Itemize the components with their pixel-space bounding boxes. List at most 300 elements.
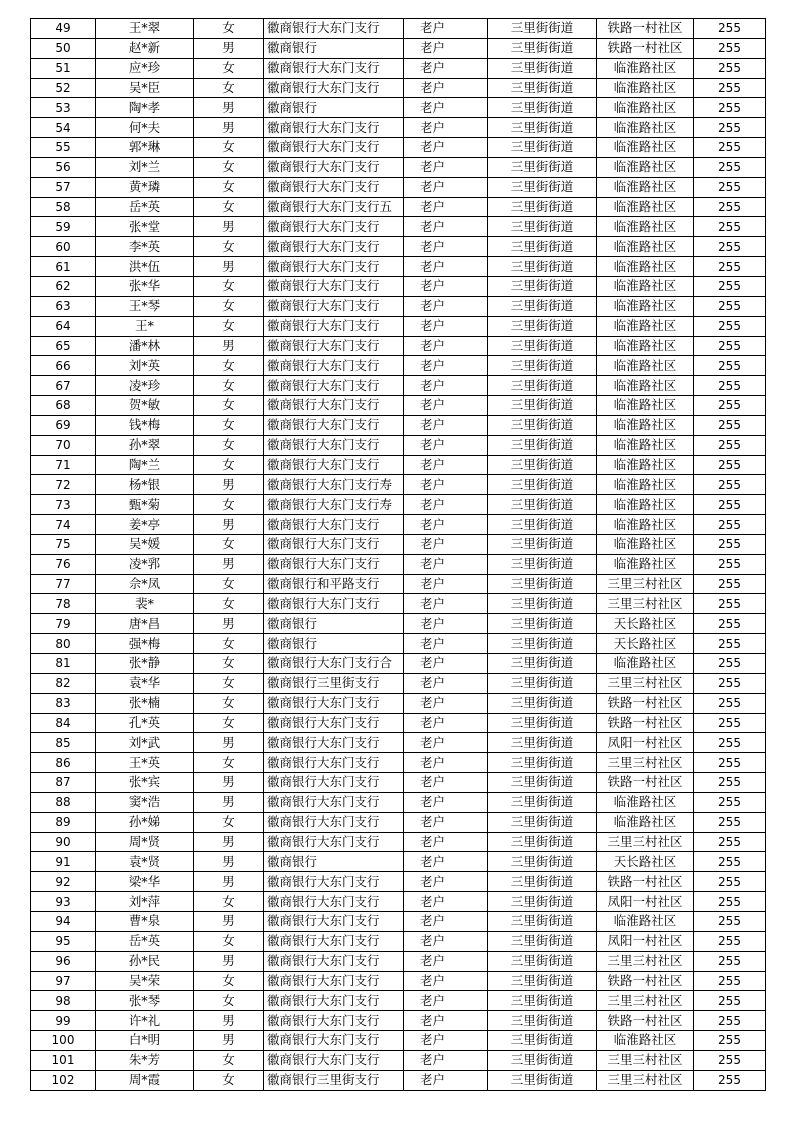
amount-cell: 255	[694, 971, 766, 991]
name-cell: 孔*英	[96, 713, 194, 733]
subdistrict-cell: 三里街街道	[488, 852, 597, 872]
name-cell: 张*华	[96, 276, 194, 296]
row-number-cell: 73	[31, 495, 96, 515]
amount-cell: 255	[694, 1031, 766, 1051]
community-cell: 临淮路社区	[597, 78, 694, 98]
bank-cell: 徽商银行大东门支行	[264, 415, 404, 435]
subdistrict-cell: 三里街街道	[488, 574, 597, 594]
amount-cell: 255	[694, 931, 766, 951]
name-cell: 吴*臣	[96, 78, 194, 98]
household-type-cell: 老户	[404, 138, 488, 158]
amount-cell: 255	[694, 435, 766, 455]
row-number-cell: 93	[31, 892, 96, 912]
bank-cell: 徽商银行大东门支行	[264, 812, 404, 832]
amount-cell: 255	[694, 991, 766, 1011]
table-row	[31, 19, 766, 39]
amount-cell: 255	[694, 157, 766, 177]
name-cell: 张*琴	[96, 991, 194, 1011]
amount-cell: 255	[694, 554, 766, 574]
name-cell: 白*明	[96, 1031, 194, 1051]
household-type-cell: 老户	[404, 495, 488, 515]
table-row	[31, 673, 766, 693]
name-cell: 许*礼	[96, 1011, 194, 1031]
bank-cell: 徽商银行大东门支行	[264, 773, 404, 793]
table-row	[31, 1070, 766, 1090]
community-cell: 临淮路社区	[597, 515, 694, 535]
name-cell: 赵*新	[96, 38, 194, 58]
community-cell: 三里三村社区	[597, 1050, 694, 1070]
name-cell: 李*英	[96, 237, 194, 257]
subdistrict-cell: 三里街街道	[488, 19, 597, 39]
table-row	[31, 495, 766, 515]
name-cell: 岳*英	[96, 931, 194, 951]
household-type-cell: 老户	[404, 197, 488, 217]
name-cell: 王*翠	[96, 19, 194, 39]
table-row	[31, 773, 766, 793]
row-number-cell: 63	[31, 296, 96, 316]
row-number-cell: 61	[31, 257, 96, 277]
community-cell: 临淮路社区	[597, 58, 694, 78]
table-row	[31, 118, 766, 138]
amount-cell: 255	[694, 58, 766, 78]
name-cell: 张*堂	[96, 217, 194, 237]
household-type-cell: 老户	[404, 733, 488, 753]
gender-cell: 男	[194, 832, 264, 852]
bank-cell: 徽商银行大东门支行	[264, 713, 404, 733]
name-cell: 周*贤	[96, 832, 194, 852]
amount-cell: 255	[694, 1070, 766, 1090]
household-type-cell: 老户	[404, 157, 488, 177]
gender-cell: 男	[194, 554, 264, 574]
subdistrict-cell: 三里街街道	[488, 515, 597, 535]
row-number-cell: 80	[31, 634, 96, 654]
name-cell: 郭*琳	[96, 138, 194, 158]
community-cell: 临淮路社区	[597, 177, 694, 197]
amount-cell: 255	[694, 792, 766, 812]
subdistrict-cell: 三里街街道	[488, 217, 597, 237]
amount-cell: 255	[694, 396, 766, 416]
bank-cell: 徽商银行	[264, 38, 404, 58]
bank-cell: 徽商银行大东门支行	[264, 951, 404, 971]
community-cell: 铁路一村社区	[597, 773, 694, 793]
table-row	[31, 991, 766, 1011]
subdistrict-cell: 三里街街道	[488, 911, 597, 931]
name-cell: 吴*媛	[96, 534, 194, 554]
table-row	[31, 574, 766, 594]
name-cell: 袁*华	[96, 673, 194, 693]
bank-cell: 徽商银行大东门支行	[264, 892, 404, 912]
gender-cell: 男	[194, 872, 264, 892]
household-type-cell: 老户	[404, 534, 488, 554]
gender-cell: 女	[194, 753, 264, 773]
subdistrict-cell: 三里街街道	[488, 475, 597, 495]
row-number-cell: 64	[31, 316, 96, 336]
name-cell: 岳*英	[96, 197, 194, 217]
subdistrict-cell: 三里街街道	[488, 336, 597, 356]
table-row	[31, 594, 766, 614]
table-row	[31, 58, 766, 78]
gender-cell: 男	[194, 336, 264, 356]
amount-cell: 255	[694, 713, 766, 733]
bank-cell: 徽商银行三里街支行	[264, 673, 404, 693]
community-cell: 临淮路社区	[597, 1031, 694, 1051]
household-type-cell: 老户	[404, 832, 488, 852]
bank-cell: 徽商银行三里街支行	[264, 1070, 404, 1090]
table-row	[31, 475, 766, 495]
gender-cell: 男	[194, 1011, 264, 1031]
row-number-cell: 74	[31, 515, 96, 535]
subdistrict-cell: 三里街街道	[488, 118, 597, 138]
bank-cell: 徽商银行大东门支行	[264, 257, 404, 277]
community-cell: 临淮路社区	[597, 495, 694, 515]
bank-cell: 徽商银行大东门支行	[264, 336, 404, 356]
community-cell: 铁路一村社区	[597, 872, 694, 892]
name-cell: 孙*娣	[96, 812, 194, 832]
household-type-cell: 老户	[404, 634, 488, 654]
community-cell: 临淮路社区	[597, 118, 694, 138]
gender-cell: 男	[194, 1031, 264, 1051]
row-number-cell: 66	[31, 356, 96, 376]
bank-cell: 徽商银行大东门支行	[264, 376, 404, 396]
household-type-cell: 老户	[404, 1050, 488, 1070]
gender-cell: 女	[194, 157, 264, 177]
gender-cell: 女	[194, 138, 264, 158]
subdistrict-cell: 三里街街道	[488, 713, 597, 733]
gender-cell: 女	[194, 574, 264, 594]
name-cell: 刘*兰	[96, 157, 194, 177]
household-type-cell: 老户	[404, 872, 488, 892]
community-cell: 临淮路社区	[597, 217, 694, 237]
name-cell: 窦*浩	[96, 792, 194, 812]
row-number-cell: 92	[31, 872, 96, 892]
gender-cell: 女	[194, 892, 264, 912]
bank-cell: 徽商银行大东门支行	[264, 217, 404, 237]
community-cell: 凤阳一村社区	[597, 892, 694, 912]
gender-cell: 男	[194, 38, 264, 58]
row-number-cell: 76	[31, 554, 96, 574]
bank-cell: 徽商银行大东门支行	[264, 396, 404, 416]
amount-cell: 255	[694, 515, 766, 535]
name-cell: 孙*民	[96, 951, 194, 971]
row-number-cell: 88	[31, 792, 96, 812]
amount-cell: 255	[694, 594, 766, 614]
name-cell: 孙*翠	[96, 435, 194, 455]
bank-cell: 徽商银行大东门支行	[264, 991, 404, 1011]
row-number-cell: 78	[31, 594, 96, 614]
row-number-cell: 68	[31, 396, 96, 416]
bank-cell: 徽商银行大东门支行	[264, 753, 404, 773]
community-cell: 临淮路社区	[597, 435, 694, 455]
household-type-cell: 老户	[404, 1031, 488, 1051]
table-row	[31, 515, 766, 535]
household-type-cell: 老户	[404, 396, 488, 416]
table-row	[31, 415, 766, 435]
amount-cell: 255	[694, 455, 766, 475]
amount-cell: 255	[694, 773, 766, 793]
community-cell: 临淮路社区	[597, 376, 694, 396]
row-number-cell: 60	[31, 237, 96, 257]
bank-cell: 徽商银行大东门支行	[264, 971, 404, 991]
household-type-cell: 老户	[404, 812, 488, 832]
row-number-cell: 94	[31, 911, 96, 931]
gender-cell: 女	[194, 534, 264, 554]
row-number-cell: 56	[31, 157, 96, 177]
subdistrict-cell: 三里街街道	[488, 396, 597, 416]
subdistrict-cell: 三里街街道	[488, 495, 597, 515]
bank-cell: 徽商银行大东门支行	[264, 435, 404, 455]
bank-cell: 徽商银行和平路支行	[264, 574, 404, 594]
gender-cell: 女	[194, 1050, 264, 1070]
table-row	[31, 396, 766, 416]
subdistrict-cell: 三里街街道	[488, 316, 597, 336]
bank-cell: 徽商银行大东门支行	[264, 693, 404, 713]
household-type-cell: 老户	[404, 1070, 488, 1090]
name-cell: 凌*郛	[96, 554, 194, 574]
bank-cell: 徽商银行大东门支行	[264, 118, 404, 138]
gender-cell: 男	[194, 733, 264, 753]
amount-cell: 255	[694, 693, 766, 713]
bank-cell: 徽商银行大东门支行	[264, 455, 404, 475]
community-cell: 天长路社区	[597, 614, 694, 634]
community-cell: 临淮路社区	[597, 316, 694, 336]
community-cell: 临淮路社区	[597, 475, 694, 495]
gender-cell: 女	[194, 1070, 264, 1090]
household-type-cell: 老户	[404, 38, 488, 58]
row-number-cell: 99	[31, 1011, 96, 1031]
bank-cell: 徽商银行大东门支行	[264, 157, 404, 177]
household-type-cell: 老户	[404, 753, 488, 773]
row-number-cell: 53	[31, 98, 96, 118]
name-cell: 洪*伍	[96, 257, 194, 277]
household-type-cell: 老户	[404, 435, 488, 455]
table-row	[31, 257, 766, 277]
table-row	[31, 356, 766, 376]
amount-cell: 255	[694, 475, 766, 495]
gender-cell: 女	[194, 634, 264, 654]
row-number-cell: 89	[31, 812, 96, 832]
household-type-cell: 老户	[404, 852, 488, 872]
row-number-cell: 72	[31, 475, 96, 495]
table-row	[31, 177, 766, 197]
name-cell: 凌*珍	[96, 376, 194, 396]
row-number-cell: 58	[31, 197, 96, 217]
subdistrict-cell: 三里街街道	[488, 832, 597, 852]
household-type-cell: 老户	[404, 693, 488, 713]
household-type-cell: 老户	[404, 217, 488, 237]
bank-cell: 徽商银行大东门支行	[264, 177, 404, 197]
gender-cell: 女	[194, 316, 264, 336]
household-type-cell: 老户	[404, 931, 488, 951]
row-number-cell: 77	[31, 574, 96, 594]
bank-cell: 徽商银行大东门支行	[264, 911, 404, 931]
name-cell: 裴*	[96, 594, 194, 614]
amount-cell: 255	[694, 197, 766, 217]
amount-cell: 255	[694, 415, 766, 435]
household-type-cell: 老户	[404, 892, 488, 912]
bank-cell: 徽商银行大东门支行	[264, 1050, 404, 1070]
row-number-cell: 91	[31, 852, 96, 872]
community-cell: 临淮路社区	[597, 654, 694, 674]
gender-cell: 女	[194, 376, 264, 396]
household-type-cell: 老户	[404, 773, 488, 793]
household-type-cell: 老户	[404, 118, 488, 138]
household-type-cell: 老户	[404, 614, 488, 634]
name-cell: 黄*璘	[96, 177, 194, 197]
row-number-cell: 55	[31, 138, 96, 158]
subdistrict-cell: 三里街街道	[488, 356, 597, 376]
name-cell: 刘*英	[96, 356, 194, 376]
row-number-cell: 81	[31, 654, 96, 674]
row-number-cell: 67	[31, 376, 96, 396]
subdistrict-cell: 三里街街道	[488, 138, 597, 158]
subdistrict-cell: 三里街街道	[488, 534, 597, 554]
community-cell: 临淮路社区	[597, 812, 694, 832]
table-row	[31, 614, 766, 634]
bank-cell: 徽商银行大东门支行五	[264, 197, 404, 217]
bank-cell: 徽商银行大东门支行	[264, 316, 404, 336]
community-cell: 临淮路社区	[597, 396, 694, 416]
gender-cell: 女	[194, 356, 264, 376]
gender-cell: 男	[194, 98, 264, 118]
table-row	[31, 792, 766, 812]
subdistrict-cell: 三里街街道	[488, 237, 597, 257]
gender-cell: 女	[194, 455, 264, 475]
household-type-cell: 老户	[404, 356, 488, 376]
community-cell: 铁路一村社区	[597, 38, 694, 58]
name-cell: 贺*敏	[96, 396, 194, 416]
gender-cell: 女	[194, 396, 264, 416]
gender-cell: 男	[194, 792, 264, 812]
gender-cell: 男	[194, 911, 264, 931]
gender-cell: 女	[194, 296, 264, 316]
community-cell: 临淮路社区	[597, 157, 694, 177]
subdistrict-cell: 三里街街道	[488, 38, 597, 58]
gender-cell: 女	[194, 931, 264, 951]
subdistrict-cell: 三里街街道	[488, 435, 597, 455]
bank-cell: 徽商银行大东门支行	[264, 237, 404, 257]
subdistrict-cell: 三里街街道	[488, 892, 597, 912]
amount-cell: 255	[694, 634, 766, 654]
table-row	[31, 296, 766, 316]
household-type-cell: 老户	[404, 276, 488, 296]
table-row	[31, 455, 766, 475]
name-cell: 刘*武	[96, 733, 194, 753]
name-cell: 甄*菊	[96, 495, 194, 515]
gender-cell: 女	[194, 237, 264, 257]
bank-cell: 徽商银行大东门支行	[264, 296, 404, 316]
row-number-cell: 102	[31, 1070, 96, 1090]
name-cell: 潘*林	[96, 336, 194, 356]
amount-cell: 255	[694, 138, 766, 158]
table-row	[31, 931, 766, 951]
subdistrict-cell: 三里街街道	[488, 971, 597, 991]
community-cell: 凤阳一村社区	[597, 931, 694, 951]
amount-cell: 255	[694, 217, 766, 237]
gender-cell: 男	[194, 217, 264, 237]
row-number-cell: 50	[31, 38, 96, 58]
row-number-cell: 79	[31, 614, 96, 634]
name-cell: 杨*银	[96, 475, 194, 495]
table-row	[31, 534, 766, 554]
bank-cell: 徽商银行大东门支行	[264, 534, 404, 554]
table-row	[31, 812, 766, 832]
amount-cell: 255	[694, 118, 766, 138]
table-row	[31, 316, 766, 336]
gender-cell: 女	[194, 693, 264, 713]
subdistrict-cell: 三里街街道	[488, 872, 597, 892]
row-number-cell: 59	[31, 217, 96, 237]
row-number-cell: 75	[31, 534, 96, 554]
bank-cell: 徽商银行大东门支行	[264, 1011, 404, 1031]
household-type-cell: 老户	[404, 911, 488, 931]
table-row	[31, 693, 766, 713]
amount-cell: 255	[694, 911, 766, 931]
subdistrict-cell: 三里街街道	[488, 376, 597, 396]
community-cell: 三里三村社区	[597, 574, 694, 594]
row-number-cell: 97	[31, 971, 96, 991]
gender-cell: 女	[194, 654, 264, 674]
household-type-cell: 老户	[404, 455, 488, 475]
community-cell: 临淮路社区	[597, 534, 694, 554]
row-number-cell: 49	[31, 19, 96, 39]
amount-cell: 255	[694, 733, 766, 753]
gender-cell: 女	[194, 812, 264, 832]
community-cell: 凤阳一村社区	[597, 733, 694, 753]
subdistrict-cell: 三里街街道	[488, 693, 597, 713]
gender-cell: 女	[194, 415, 264, 435]
name-cell: 周*霞	[96, 1070, 194, 1090]
name-cell: 吴*荣	[96, 971, 194, 991]
amount-cell: 255	[694, 495, 766, 515]
name-cell: 王*英	[96, 753, 194, 773]
table-row	[31, 276, 766, 296]
table-row	[31, 217, 766, 237]
household-type-cell: 老户	[404, 792, 488, 812]
bank-cell: 徽商银行大东门支行合	[264, 654, 404, 674]
amount-cell: 255	[694, 673, 766, 693]
household-type-cell: 老户	[404, 594, 488, 614]
table-row	[31, 237, 766, 257]
subdistrict-cell: 三里街街道	[488, 1031, 597, 1051]
subdistrict-cell: 三里街街道	[488, 197, 597, 217]
table-row	[31, 892, 766, 912]
name-cell: 王*	[96, 316, 194, 336]
table-row	[31, 376, 766, 396]
bank-cell: 徽商银行大东门支行	[264, 276, 404, 296]
gender-cell: 男	[194, 951, 264, 971]
name-cell: 王*琴	[96, 296, 194, 316]
subdistrict-cell: 三里街街道	[488, 177, 597, 197]
amount-cell: 255	[694, 316, 766, 336]
bank-cell: 徽商银行大东门支行	[264, 832, 404, 852]
subdistrict-cell: 三里街街道	[488, 773, 597, 793]
table-row	[31, 1050, 766, 1070]
gender-cell: 女	[194, 435, 264, 455]
community-cell: 铁路一村社区	[597, 19, 694, 39]
community-cell: 三里三村社区	[597, 991, 694, 1011]
household-type-cell: 老户	[404, 515, 488, 535]
subdistrict-cell: 三里街街道	[488, 98, 597, 118]
household-type-cell: 老户	[404, 237, 488, 257]
household-type-cell: 老户	[404, 98, 488, 118]
household-type-cell: 老户	[404, 415, 488, 435]
bank-cell: 徽商银行大东门支行	[264, 356, 404, 376]
gender-cell: 女	[194, 495, 264, 515]
household-type-cell: 老户	[404, 1011, 488, 1031]
row-number-cell: 62	[31, 276, 96, 296]
name-cell: 袁*贤	[96, 852, 194, 872]
household-type-cell: 老户	[404, 971, 488, 991]
